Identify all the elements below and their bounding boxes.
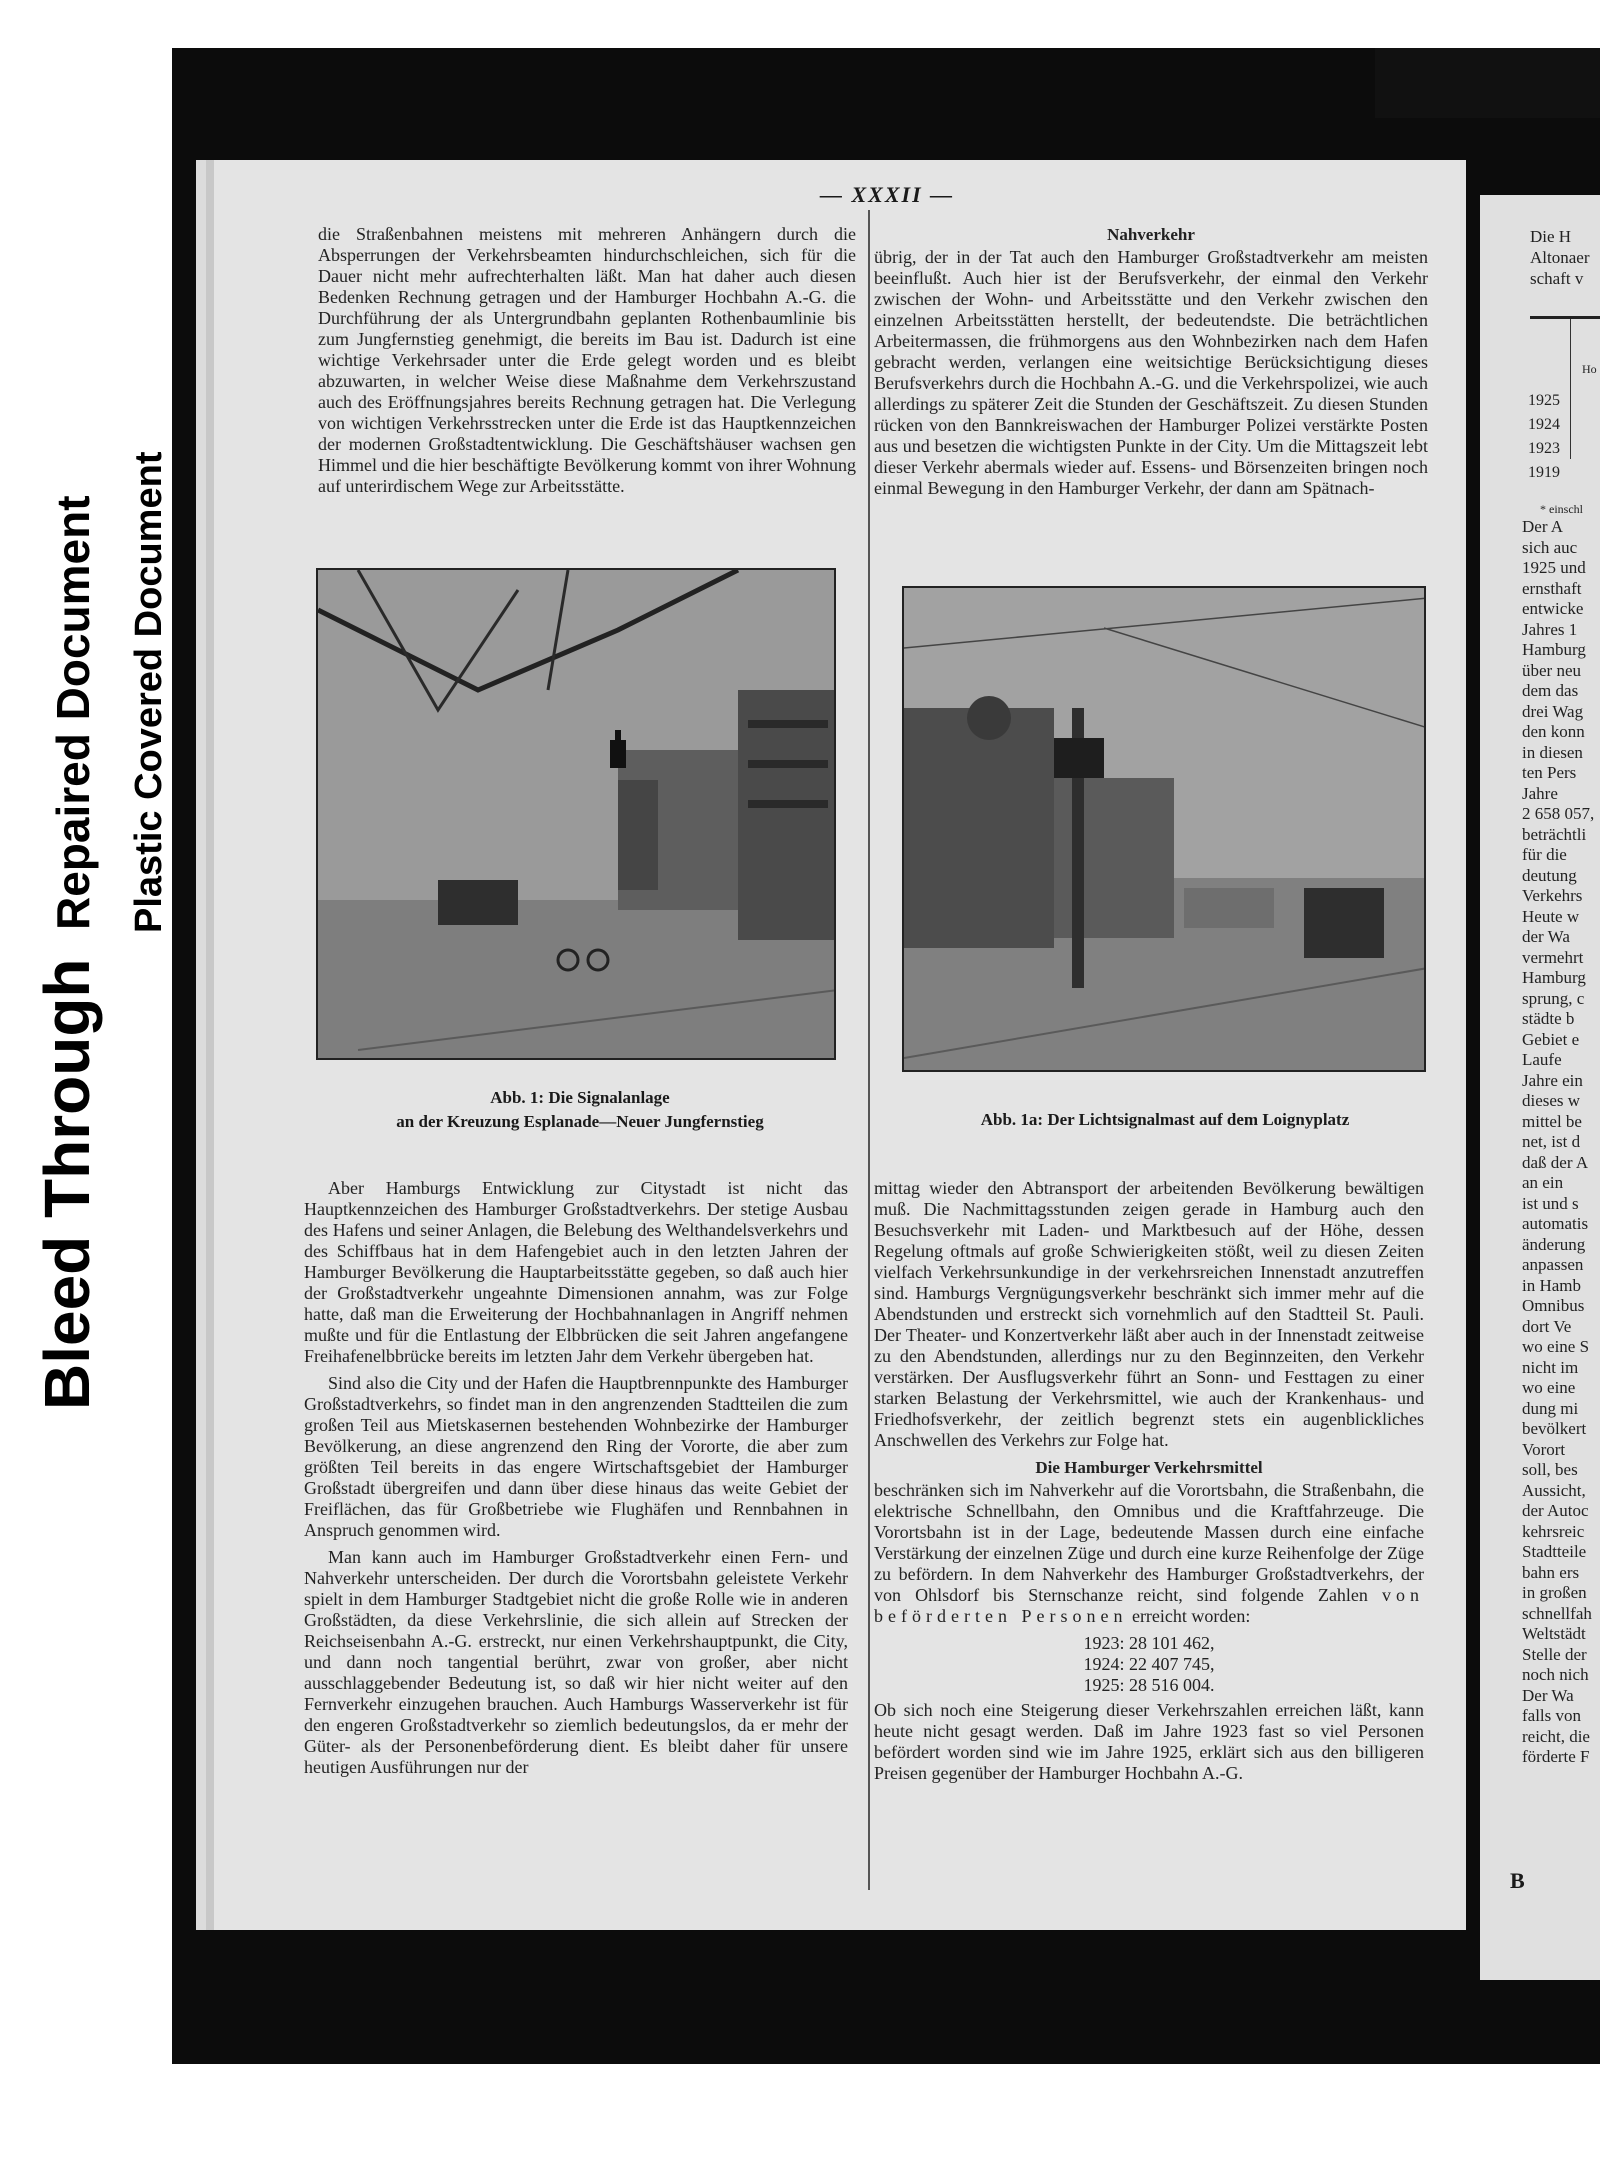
label-strip — [0, 40, 180, 1460]
next-page-body-line: drei Wag — [1522, 701, 1584, 721]
next-page-body-line: 2 658 057, — [1522, 804, 1595, 823]
left-paragraph-1: Aber Hamburgs Entwicklung zur Citystadt ist nicht das Hauptkennzeichen des Hamburger Großstadtverkehrs. Der stetige Ausbau des Hafens und seiner Anlagen, die Belebung des Welthandelsverkehrs und des Schiffbaus hat in dem Hafengebiet auch in den letzten Jahren der Hamburger Bevölkerung die Hauptarbeitsstätte gegeben, so daß auch hier der Großstadtverkehr ungeahnte Dimensionen annahm, was zur Folge hatte, daß man die Erweiterung der Hochbahnanlagen in Angriff nehmen mußte und für die Entlastung der Elbbrücken die seit Jahren angefangene Freihafenelbbrücke bereits im letzten Jahr dem Verkehr übergeben hat. — [304, 1178, 848, 1366]
next-page-body-line: Der Wa — [1522, 1685, 1574, 1705]
next-page-body-line: Heute w — [1522, 906, 1580, 926]
caption-abb1-line2: an der Kreuzung Esplanade—Neuer Jungfernstieg — [396, 1112, 764, 1131]
heading-nahverkehr: Nahverkehr — [1107, 225, 1195, 244]
next-page-body-line: dieses w — [1522, 1091, 1581, 1110]
next-page-body-line: entwicke — [1522, 599, 1584, 618]
heading-verkehrsmittel: Die Hamburger Verkehrsmittel — [1035, 1458, 1263, 1477]
right-top-paragraph: übrig, der in der Tat auch den Hamburger Großstadtverkehr am meisten beeinflußt. Auch hier ist der Berufsverkehr, der einmal den Verkehr zwischen der Wohn- und Arbeitsstätte und den Verkehr zwischen den einzelnen Arbeitsstätten herstellt, der bedeutendste. Die beträchtlichen Arbeitermassen, die frühmorgens aus den Wohnbezirken nach dem Hafen gebracht werden, verlangen eine weitsichtige Berücksichtigung dieses Berufsverkehrs durch die Hochbahn A.-G. und die Verkehrspolizei, wie auch allerdings zu späterer Zeit die Stunden der Geschäftszeit. Zu diesen Stunden rücken von den Bannkreiswachen der Hamburger Polizei verstärkte Posten aus und besetzen die wichtigsten Punkte in der City. Um die Mittagszeit lebt dieser Verkehr abermals wieder auf. Essens- und Börsenzeiten bringen noch einmal Bewegung in den Hamburger Verkehr, der dann am Spätnach- — [874, 247, 1428, 498]
photo-signalanlage — [316, 568, 836, 1060]
next-page-body-line: wo eine S — [1522, 1337, 1590, 1356]
next-page-body-line: Hamburg — [1522, 968, 1586, 987]
left-paragraph-2: Sind also die City und der Hafen die Hauptbrennpunkte des Hamburger Großstadtverkehrs, so findet man in den angrenzenden Stadtteilen die zum großen Teil aus Mietskasernen bestehenden Wohnbezirke der Hamburger Bevölkerung, an diese angrenzend den Ring der Vororte, die aber zum größten Teil bereits in das engere Wirtschaftsgebiet der Hamburger Großstadt übergreifen und dann über diese hinaus das weite Gebiet der Freiflächen, das für Großbetriebe wie Flughäfen und Rennbahnen in Anspruch genommen wird. — [304, 1373, 848, 1540]
next-page-body-line: Jahre ein — [1522, 1070, 1583, 1090]
caption-abb1-line1: Abb. 1: Die Signalanlage — [490, 1088, 670, 1107]
next-page-body-line: Omnibus — [1522, 1296, 1585, 1315]
next-page-body-line: schnellfah — [1522, 1603, 1592, 1623]
next-page-body-line: reicht, die — [1522, 1726, 1590, 1746]
right-top-text — [874, 224, 1428, 505]
next-page-body-line: daß der A — [1522, 1152, 1589, 1172]
next-page-body-line: den konn — [1522, 722, 1585, 741]
right-paragraph-3: Ob sich noch eine Steigerung dieser Verkehrszahlen erreichen läßt, kann heute nicht gesagt werden. Daß im Jahre 1923 fast so viel Personen befördert worden sind wie im Jahre 1925, erklärt sich aus den billigeren Preisen gegenüber der Hamburger Hochbahn A.-G. — [874, 1700, 1424, 1783]
table-year: 1925 — [1528, 392, 1560, 409]
next-page-body-line: falls von — [1522, 1706, 1582, 1725]
next-page-body-line: für die — [1522, 845, 1567, 864]
bleed-through-label: Bleed Through — [31, 958, 103, 1410]
next-page-body-line: Hamburg — [1522, 640, 1586, 659]
next-page-body-line: net, ist d — [1522, 1132, 1581, 1151]
next-page-body-line: Stelle der — [1522, 1644, 1587, 1664]
right-paragraph-2-spaced: von beförderten Personen — [874, 1585, 1424, 1626]
next-page-body-line: Jahres 1 — [1522, 619, 1578, 639]
next-page-body-line: Aussicht, — [1522, 1480, 1586, 1500]
next-page-body — [1522, 517, 1594, 1768]
next-page-body-line: in Hamb — [1522, 1275, 1582, 1295]
right-paragraph-2 — [874, 1480, 1424, 1627]
next-page-top — [1530, 226, 1589, 289]
next-page-body-line: dung mi — [1522, 1398, 1579, 1418]
next-page-body-line: änderung — [1522, 1234, 1586, 1254]
table-years — [1528, 389, 1560, 485]
left-top-text — [318, 224, 856, 503]
table-year: 1923 — [1528, 440, 1560, 457]
table-year: 1919 — [1528, 464, 1560, 481]
stat-1925: 1925: 28 516 004. — [1083, 1675, 1215, 1695]
next-page-body-line: Laufe — [1522, 1050, 1562, 1069]
next-page-body-line: 1925 und — [1522, 558, 1586, 577]
stat-1923: 1923: 28 101 462, — [1083, 1633, 1215, 1653]
stat-1924: 1924: 22 407 745, — [1083, 1654, 1215, 1674]
next-page-body-line: bevölkert — [1522, 1419, 1587, 1438]
next-page-body-line: Jahre — [1522, 783, 1558, 803]
next-page-body-line: Stadtteile — [1522, 1542, 1587, 1561]
next-page-line: Altonaer — [1530, 248, 1590, 267]
left-top-paragraph: die Straßenbahnen meistens mit mehreren Anhängern durch die Absperrungen der Verkehrsbeamten hindurchschleichen, sich für die Dauer nicht mehr aufrechterhalten läßt. Man hat daher auch diesen Bedenken Rechnung getragen und der Hamburger Hochbahn A.-G. die Durchführung der als Untergrundbahn geplanten Rothenbaumlinie bis zum Jungfernstieg genehmigt, die bereits im Bau ist. Dadurch ist eine wichtige Verkehrsader unter die Erde gelegt worden und es bleibt abzuwarten, in welcher Weise diese Maßnahme dem Verkehrszustand auch des Eröffnungsjahres bereits Rechnung getragen hat. Die Verlegung von wichtigen Verkehrsstrecken unter die Erde ist das Hauptkennzeichen der modernen Großstadtentwicklung. Die Geschäftshäuser wachsen gen Himmel und die hier beschäftigte Bevölkerung kommt von ihrer Wohnung auf unterirdischem Wege zur Arbeitsstätte. — [318, 224, 856, 496]
next-page-body-line: dem das — [1522, 681, 1579, 700]
next-page-body-line: automatis — [1522, 1214, 1589, 1233]
next-page-body-line: in großen — [1522, 1583, 1587, 1602]
next-page-body-line: der Autoc — [1522, 1501, 1589, 1520]
left-paragraph-3: Man kann auch im Hamburger Großstadtverkehr einen Fern- und Nahverkehr unterscheiden. Der durch die Vorortsbahn geleistete Verkehr spielt in dem Hamburger Stadtgebiet nicht die große Rolle wie in anderen Großstädten, da diese Verkehrslinie, die sich allein auf Strecken der Reichseisenbahn A.-G. erstreckt, nur einen Verkehrshauptpunkt, die City, und dann noch tangential berührt, zwar von großer, aber nicht ausschlaggebender Bedeutung ist, so daß wir hier nicht weiter auf den Fernverkehr einzugehen brauchen. Auch Hamburgs Wasserverkehr ist für den engeren Großstadtverkehr so ziemlich bedeutungslos, da er mehr der Güter- als der Personenbeförderung dient. Es bleibt daher für unsere heutigen Ausführungen nur der — [304, 1547, 848, 1777]
next-page-body-line: deutung — [1522, 865, 1577, 885]
next-page-body-line: soll, bes — [1522, 1460, 1578, 1479]
next-page-body-line: kehrsreic — [1522, 1521, 1585, 1541]
next-page-body-line: an ein — [1522, 1173, 1564, 1192]
next-page-body-line: sprung, c — [1522, 988, 1585, 1008]
right-paragraph-2-end: erreicht worden: — [1131, 1606, 1251, 1626]
next-page-body-line: nicht im — [1522, 1357, 1579, 1377]
scan-bar — [1375, 48, 1600, 118]
next-page-body-line: wo eine — [1522, 1378, 1576, 1397]
plastic-covered-label: Plastic Covered Document — [128, 451, 170, 933]
caption-abb1 — [330, 1086, 830, 1134]
next-page-body-line: ist und s — [1522, 1193, 1579, 1213]
next-page-body-line: Verkehrs — [1522, 886, 1583, 905]
table-footnote: * einschl — [1540, 502, 1583, 516]
right-bottom-text — [874, 1178, 1424, 1790]
next-page-body-line: beträchtli — [1522, 824, 1587, 844]
passenger-stats — [874, 1633, 1424, 1696]
page-number: — XXXII — — [820, 182, 955, 207]
right-paragraph-2-text: beschränken sich im Nahverkehr auf die Vorortsbahn, die Straßenbahn, die elektrische Schnellbahn, den Omnibus und die Kraftfahrzeuge. Die Vorortsbahn ist in der Lage, bedeutende Massen durch eine einfache Verstärkung der einzelnen Züge und durch eine kurze Reihenfolge der Züge zu befördern. In dem Nahverkehr des Hamburger Großstadtverkehrs, der von Ohlsdorf bis Sternschanze reicht, sind folgende Zahlen — [874, 1480, 1424, 1605]
repaired-document-label: Repaired Document — [47, 495, 99, 930]
next-page-body-line: ernsthaft — [1522, 578, 1582, 598]
corner-letter: B — [1510, 1868, 1525, 1893]
next-page-body-line: mittel be — [1522, 1111, 1582, 1131]
next-page-body-line: Gebiet e — [1522, 1029, 1580, 1049]
next-page-body-line: städte b — [1522, 1009, 1575, 1028]
caption-abb1a: Abb. 1a: Der Lichtsignalmast auf dem Loignyplatz — [980, 1110, 1350, 1129]
bottom-strip — [172, 2064, 1600, 2177]
next-page-body-line: Weltstädt — [1522, 1624, 1586, 1643]
table-header-fragment: Ho — [1582, 362, 1597, 376]
next-page-body-line: vermehrt — [1522, 947, 1584, 967]
left-bottom-text — [304, 1178, 848, 1784]
next-page-body-line: über neu — [1522, 660, 1582, 680]
next-page-table — [1528, 316, 1600, 516]
next-page-body-line: anpassen — [1522, 1255, 1584, 1274]
next-page-body-line: dort Ve — [1522, 1316, 1572, 1336]
next-page-line: Die H — [1530, 227, 1572, 246]
next-page-body-line: in diesen — [1522, 742, 1583, 762]
next-page-body-line: bahn ers — [1522, 1562, 1580, 1582]
next-page-body-line: Vorort — [1522, 1439, 1566, 1459]
next-page-body-line: sich auc — [1522, 537, 1578, 557]
table-year: 1924 — [1528, 416, 1560, 433]
next-page-body-line: ten Pers — [1522, 763, 1577, 782]
column-rule — [868, 210, 870, 1890]
next-page-line: schaft v — [1530, 269, 1584, 288]
photo-lichtsignalmast — [902, 586, 1426, 1072]
next-page-body-line: förderte F — [1522, 1747, 1590, 1766]
next-page-body-line: Der A — [1522, 517, 1564, 536]
right-paragraph-1: mittag wieder den Abtransport der arbeitenden Bevölkerung bewältigen muß. Die Nachmittagsstunden zeigen gerade in Hamburg auch den Besuchsverkehr mit Laden- und Marktbesuch auf der Höhe, dessen Regelung oftmals auf große Schwierigkeiten stößt, weil zu diesen Zeiten vielfach Verkehrsunkundige in der verkehrsreichen Innenstadt anzutreffen sind. Hamburgs Vergnügungsverkehr beschränkt sich immer mehr auf die Abendstunden und erstreckt sich vornehmlich auf den Stadtteil St. Pauli. Der Theater- und Konzertverkehr läßt aber auch in der Innenstadt zeitweise zu den Abendstunden, allerdings nur zu den Beginnzeiten, den Verkehr verstärken. Der Ausflugsverkehr führt an Sonn- und Festtagen zu einer starken Belastung der Verkehrsmittel, wie auch der Krankenhaus- und Friedhofsverkehr, der zeitlich begrenzt stets ein augenblickliches Anschwellen des Verkehrs zur Folge hat. — [874, 1178, 1424, 1450]
next-page-body-line: noch nich — [1522, 1665, 1589, 1684]
next-page-body-line: der Wa — [1522, 927, 1570, 946]
